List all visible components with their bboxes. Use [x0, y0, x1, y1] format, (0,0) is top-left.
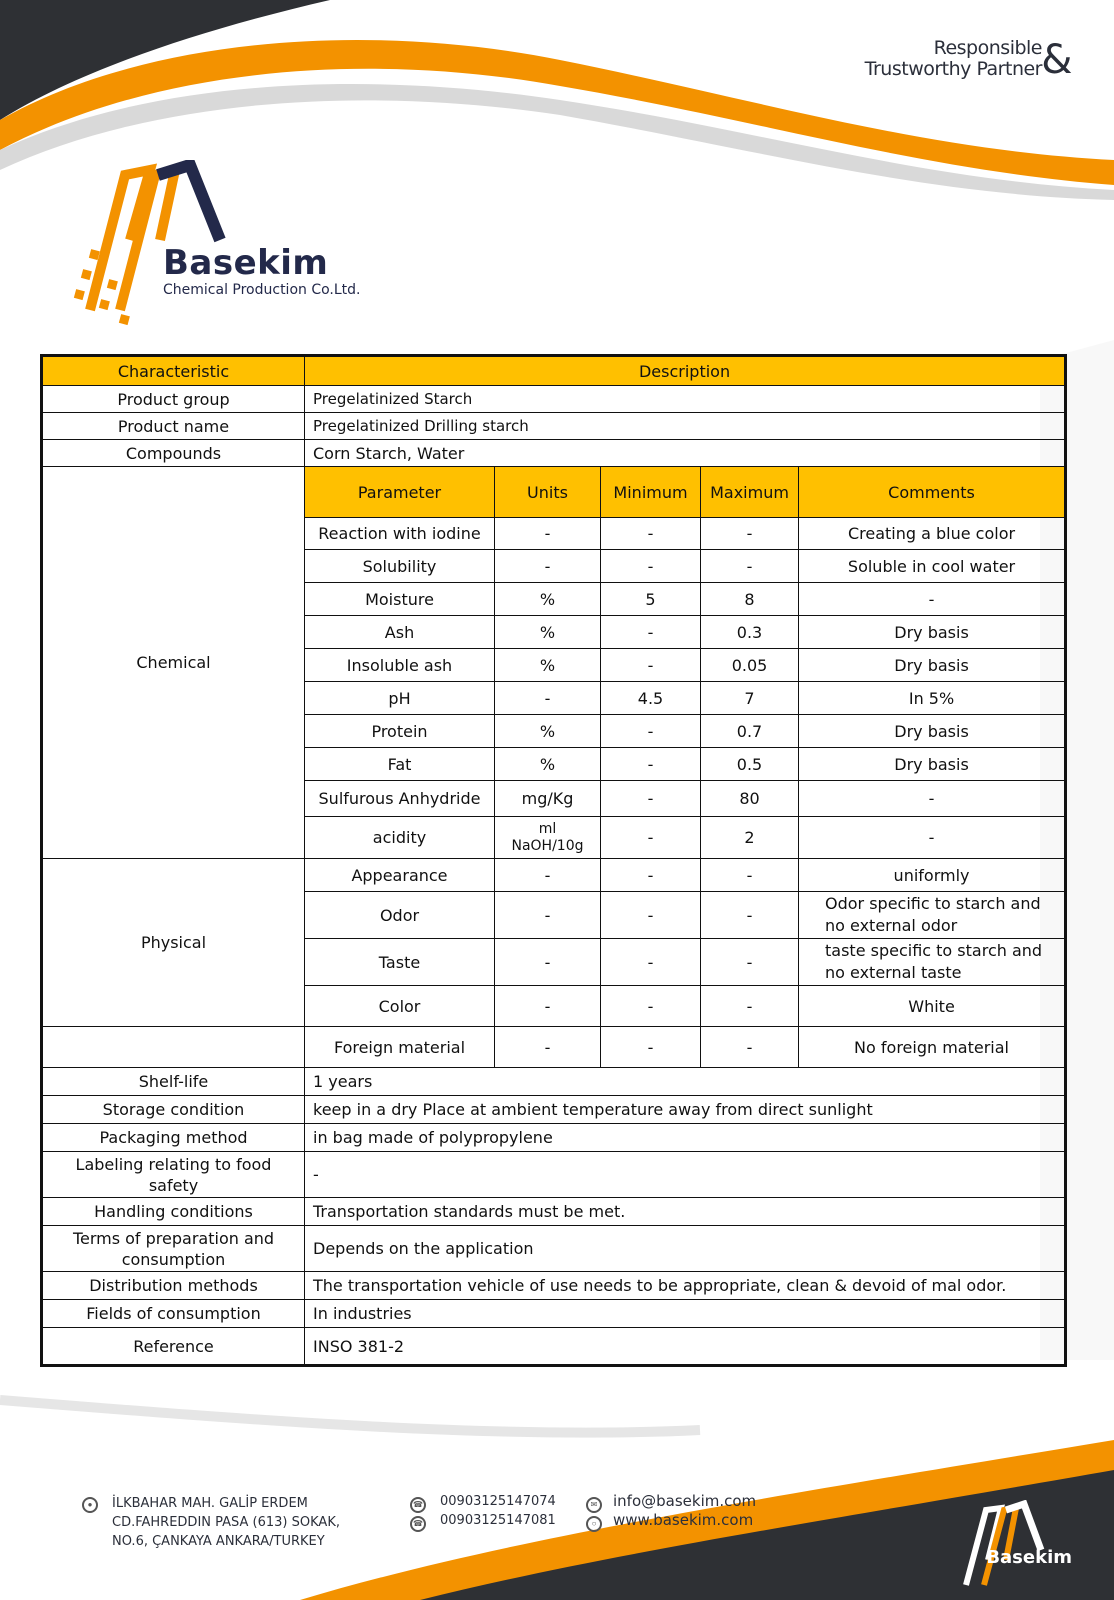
param-comment: Dry basis: [799, 748, 1066, 781]
param-name: Sulfurous Anhydride: [305, 781, 495, 817]
param-max: -: [701, 518, 799, 550]
param-min: -: [601, 715, 701, 748]
param-name: Moisture: [305, 583, 495, 616]
param-min: -: [601, 1027, 701, 1068]
param-units-line1: ml: [538, 820, 557, 837]
param-name: Solubility: [305, 550, 495, 583]
comment-line2: no external taste: [825, 963, 962, 982]
param-units: -: [495, 518, 601, 550]
param-max: -: [701, 892, 799, 939]
param-min: -: [601, 817, 701, 859]
table-row: [42, 1152, 1066, 1198]
param-units: mg/Kg: [495, 781, 601, 817]
param-comment: Soluble in cool water: [799, 550, 1066, 583]
phone-number-2: 00903125147081: [440, 1513, 556, 1528]
param-comment: -: [799, 583, 1066, 616]
param-name: Reaction with iodine: [305, 518, 495, 550]
row-label: Product name: [42, 413, 305, 440]
param-comment: -: [799, 781, 1066, 817]
row-value: -: [305, 1152, 1066, 1198]
param-max: 0.5: [701, 748, 799, 781]
param-comment: -: [799, 817, 1066, 859]
tagline: [864, 37, 1072, 83]
section-label-physical: Physical: [42, 859, 305, 1027]
param-header-parameter: Parameter: [305, 467, 495, 518]
table-row: [42, 1300, 1066, 1328]
param-min: -: [601, 649, 701, 682]
address-line3: NO.6, ÇANKAYA ANKARA/TURKEY: [112, 1534, 325, 1549]
param-name: Odor: [305, 892, 495, 939]
footer-phones: [440, 1492, 556, 1530]
empty-label-cell: [42, 1027, 305, 1068]
param-min: -: [601, 518, 701, 550]
footer-contacts: [613, 1492, 756, 1530]
row-label: Shelf-life: [42, 1068, 305, 1096]
param-min: -: [601, 892, 701, 939]
param-comment: Dry basis: [799, 616, 1066, 649]
param-max: 8: [701, 583, 799, 616]
table-row: [42, 413, 1066, 440]
param-comment: uniformly: [799, 859, 1066, 892]
footer-address: [112, 1494, 340, 1551]
fax-icon: ☎: [410, 1516, 426, 1532]
table-row: [42, 859, 1066, 892]
param-min: 5: [601, 583, 701, 616]
param-name: pH: [305, 682, 495, 715]
row-label-line2: consumption: [121, 1249, 226, 1269]
row-label: Compounds: [42, 440, 305, 467]
param-min: -: [601, 550, 701, 583]
row-label: Handling conditions: [42, 1198, 305, 1226]
parameter-header-row: [42, 467, 1066, 518]
param-min: -: [601, 781, 701, 817]
param-max: 80: [701, 781, 799, 817]
footer-logo-icon: [956, 1500, 1086, 1590]
row-value: The transportation vehicle of use needs to be appropriate, clean & devoid of mal odor.: [305, 1272, 1066, 1300]
brand-subtitle: Chemical Production Co.Ltd.: [163, 282, 361, 298]
param-comment: White: [799, 986, 1066, 1027]
param-max: -: [701, 1027, 799, 1068]
tagline-line2: Trustworthy Partner: [864, 58, 1042, 80]
email-icon: ✉: [586, 1497, 602, 1513]
param-comment: Creating a blue color: [799, 518, 1066, 550]
param-units: %: [495, 583, 601, 616]
param-comment: Dry basis: [799, 715, 1066, 748]
website-link[interactable]: www.basekim.com: [613, 1511, 754, 1529]
header-characteristic: Characteristic: [42, 356, 305, 386]
param-comment: Dry basis: [799, 649, 1066, 682]
table-row: [42, 386, 1066, 413]
param-min: -: [601, 859, 701, 892]
param-header-maximum: Maximum: [701, 467, 799, 518]
row-label: Product group: [42, 386, 305, 413]
header-description: Description: [305, 356, 1066, 386]
param-name: Color: [305, 986, 495, 1027]
email-link[interactable]: info@basekim.com: [613, 1492, 757, 1510]
row-value: INSO 381-2: [305, 1328, 1066, 1366]
table-row: [42, 1272, 1066, 1300]
row-value: keep in a dry Place at ambient temperature away from direct sunlight: [305, 1096, 1066, 1124]
row-label-line1: Labeling relating to food: [75, 1154, 272, 1174]
param-min: -: [601, 616, 701, 649]
param-units: -: [495, 892, 601, 939]
row-label: Packaging method: [42, 1124, 305, 1152]
address-line2: CD.FAHREDDIN PASA (613) SOKAK,: [112, 1515, 340, 1530]
location-pin-icon: ●: [82, 1497, 98, 1513]
row-value: Corn Starch, Water: [305, 440, 1066, 467]
param-units: -: [495, 1027, 601, 1068]
param-max: 0.7: [701, 715, 799, 748]
param-name: acidity: [305, 817, 495, 859]
param-min: 4.5: [601, 682, 701, 715]
footer-logo-text: Basekim: [986, 1547, 1072, 1568]
param-max: 7: [701, 682, 799, 715]
param-units: -: [495, 986, 601, 1027]
row-value: In industries: [305, 1300, 1066, 1328]
phone-icon: ☎: [410, 1497, 426, 1513]
globe-icon: ○: [586, 1516, 602, 1532]
comment-line1: taste specific to starch and: [825, 941, 1043, 960]
param-units-line2: NaOH/10g: [511, 837, 584, 854]
param-max: -: [701, 939, 799, 986]
param-min: -: [601, 986, 701, 1027]
param-max: 0.05: [701, 649, 799, 682]
table-row: [42, 1198, 1066, 1226]
param-units: [495, 817, 601, 859]
tagline-ampersand: &: [1041, 37, 1072, 83]
param-comment: In 5%: [799, 682, 1066, 715]
row-value: Transportation standards must be met.: [305, 1198, 1066, 1226]
param-max: 2: [701, 817, 799, 859]
param-name: Appearance: [305, 859, 495, 892]
param-header-comments: Comments: [799, 467, 1066, 518]
row-label-line2: safety: [148, 1175, 199, 1195]
phone-number-1: 00903125147074: [440, 1494, 556, 1509]
param-min: -: [601, 939, 701, 986]
param-units: -: [495, 550, 601, 583]
row-value: Pregelatinized Drilling starch: [305, 413, 1066, 440]
table-row: [42, 1226, 1066, 1272]
row-value: Depends on the application: [305, 1226, 1066, 1272]
table-row: [42, 1124, 1066, 1152]
param-comment: [799, 892, 1066, 939]
param-name: Ash: [305, 616, 495, 649]
row-label: Storage condition: [42, 1096, 305, 1124]
param-comment: No foreign material: [799, 1027, 1066, 1068]
param-units: %: [495, 748, 601, 781]
param-name: Insoluble ash: [305, 649, 495, 682]
param-name: Protein: [305, 715, 495, 748]
param-units: -: [495, 682, 601, 715]
address-line1: İLKBAHAR MAH. GALİP ERDEM: [112, 1496, 308, 1511]
param-units: %: [495, 649, 601, 682]
param-header-units: Units: [495, 467, 601, 518]
table-row: [42, 1328, 1066, 1366]
table-header-row: [42, 356, 1066, 386]
param-name: Fat: [305, 748, 495, 781]
row-label-line1: Terms of preparation and: [72, 1228, 275, 1248]
param-comment: [799, 939, 1066, 986]
param-units: %: [495, 616, 601, 649]
row-label: Reference: [42, 1328, 305, 1366]
table-row: [42, 1068, 1066, 1096]
section-label-chemical: Chemical: [42, 467, 305, 859]
table-row: [42, 1027, 1066, 1068]
comment-line1: Odor specific to starch and: [825, 894, 1041, 913]
specification-table: [40, 354, 1067, 1367]
param-max: -: [701, 986, 799, 1027]
param-units: %: [495, 715, 601, 748]
row-label: [42, 1152, 305, 1198]
param-max: 0.3: [701, 616, 799, 649]
tagline-line1: Responsible: [933, 37, 1042, 59]
param-name: Foreign material: [305, 1027, 495, 1068]
brand-name: Basekim: [163, 243, 329, 283]
row-value: 1 years: [305, 1068, 1066, 1096]
param-header-minimum: Minimum: [601, 467, 701, 518]
param-max: -: [701, 859, 799, 892]
row-label: Fields of consumption: [42, 1300, 305, 1328]
param-name: Taste: [305, 939, 495, 986]
table-row: [42, 440, 1066, 467]
table-row: [42, 1096, 1066, 1124]
row-label: Distribution methods: [42, 1272, 305, 1300]
param-min: -: [601, 748, 701, 781]
param-units: -: [495, 939, 601, 986]
comment-line2: no external odor: [825, 916, 958, 935]
param-units: -: [495, 859, 601, 892]
row-value: Pregelatinized Starch: [305, 386, 1066, 413]
row-label: [42, 1226, 305, 1272]
row-value: in bag made of polypropylene: [305, 1124, 1066, 1152]
param-max: -: [701, 550, 799, 583]
